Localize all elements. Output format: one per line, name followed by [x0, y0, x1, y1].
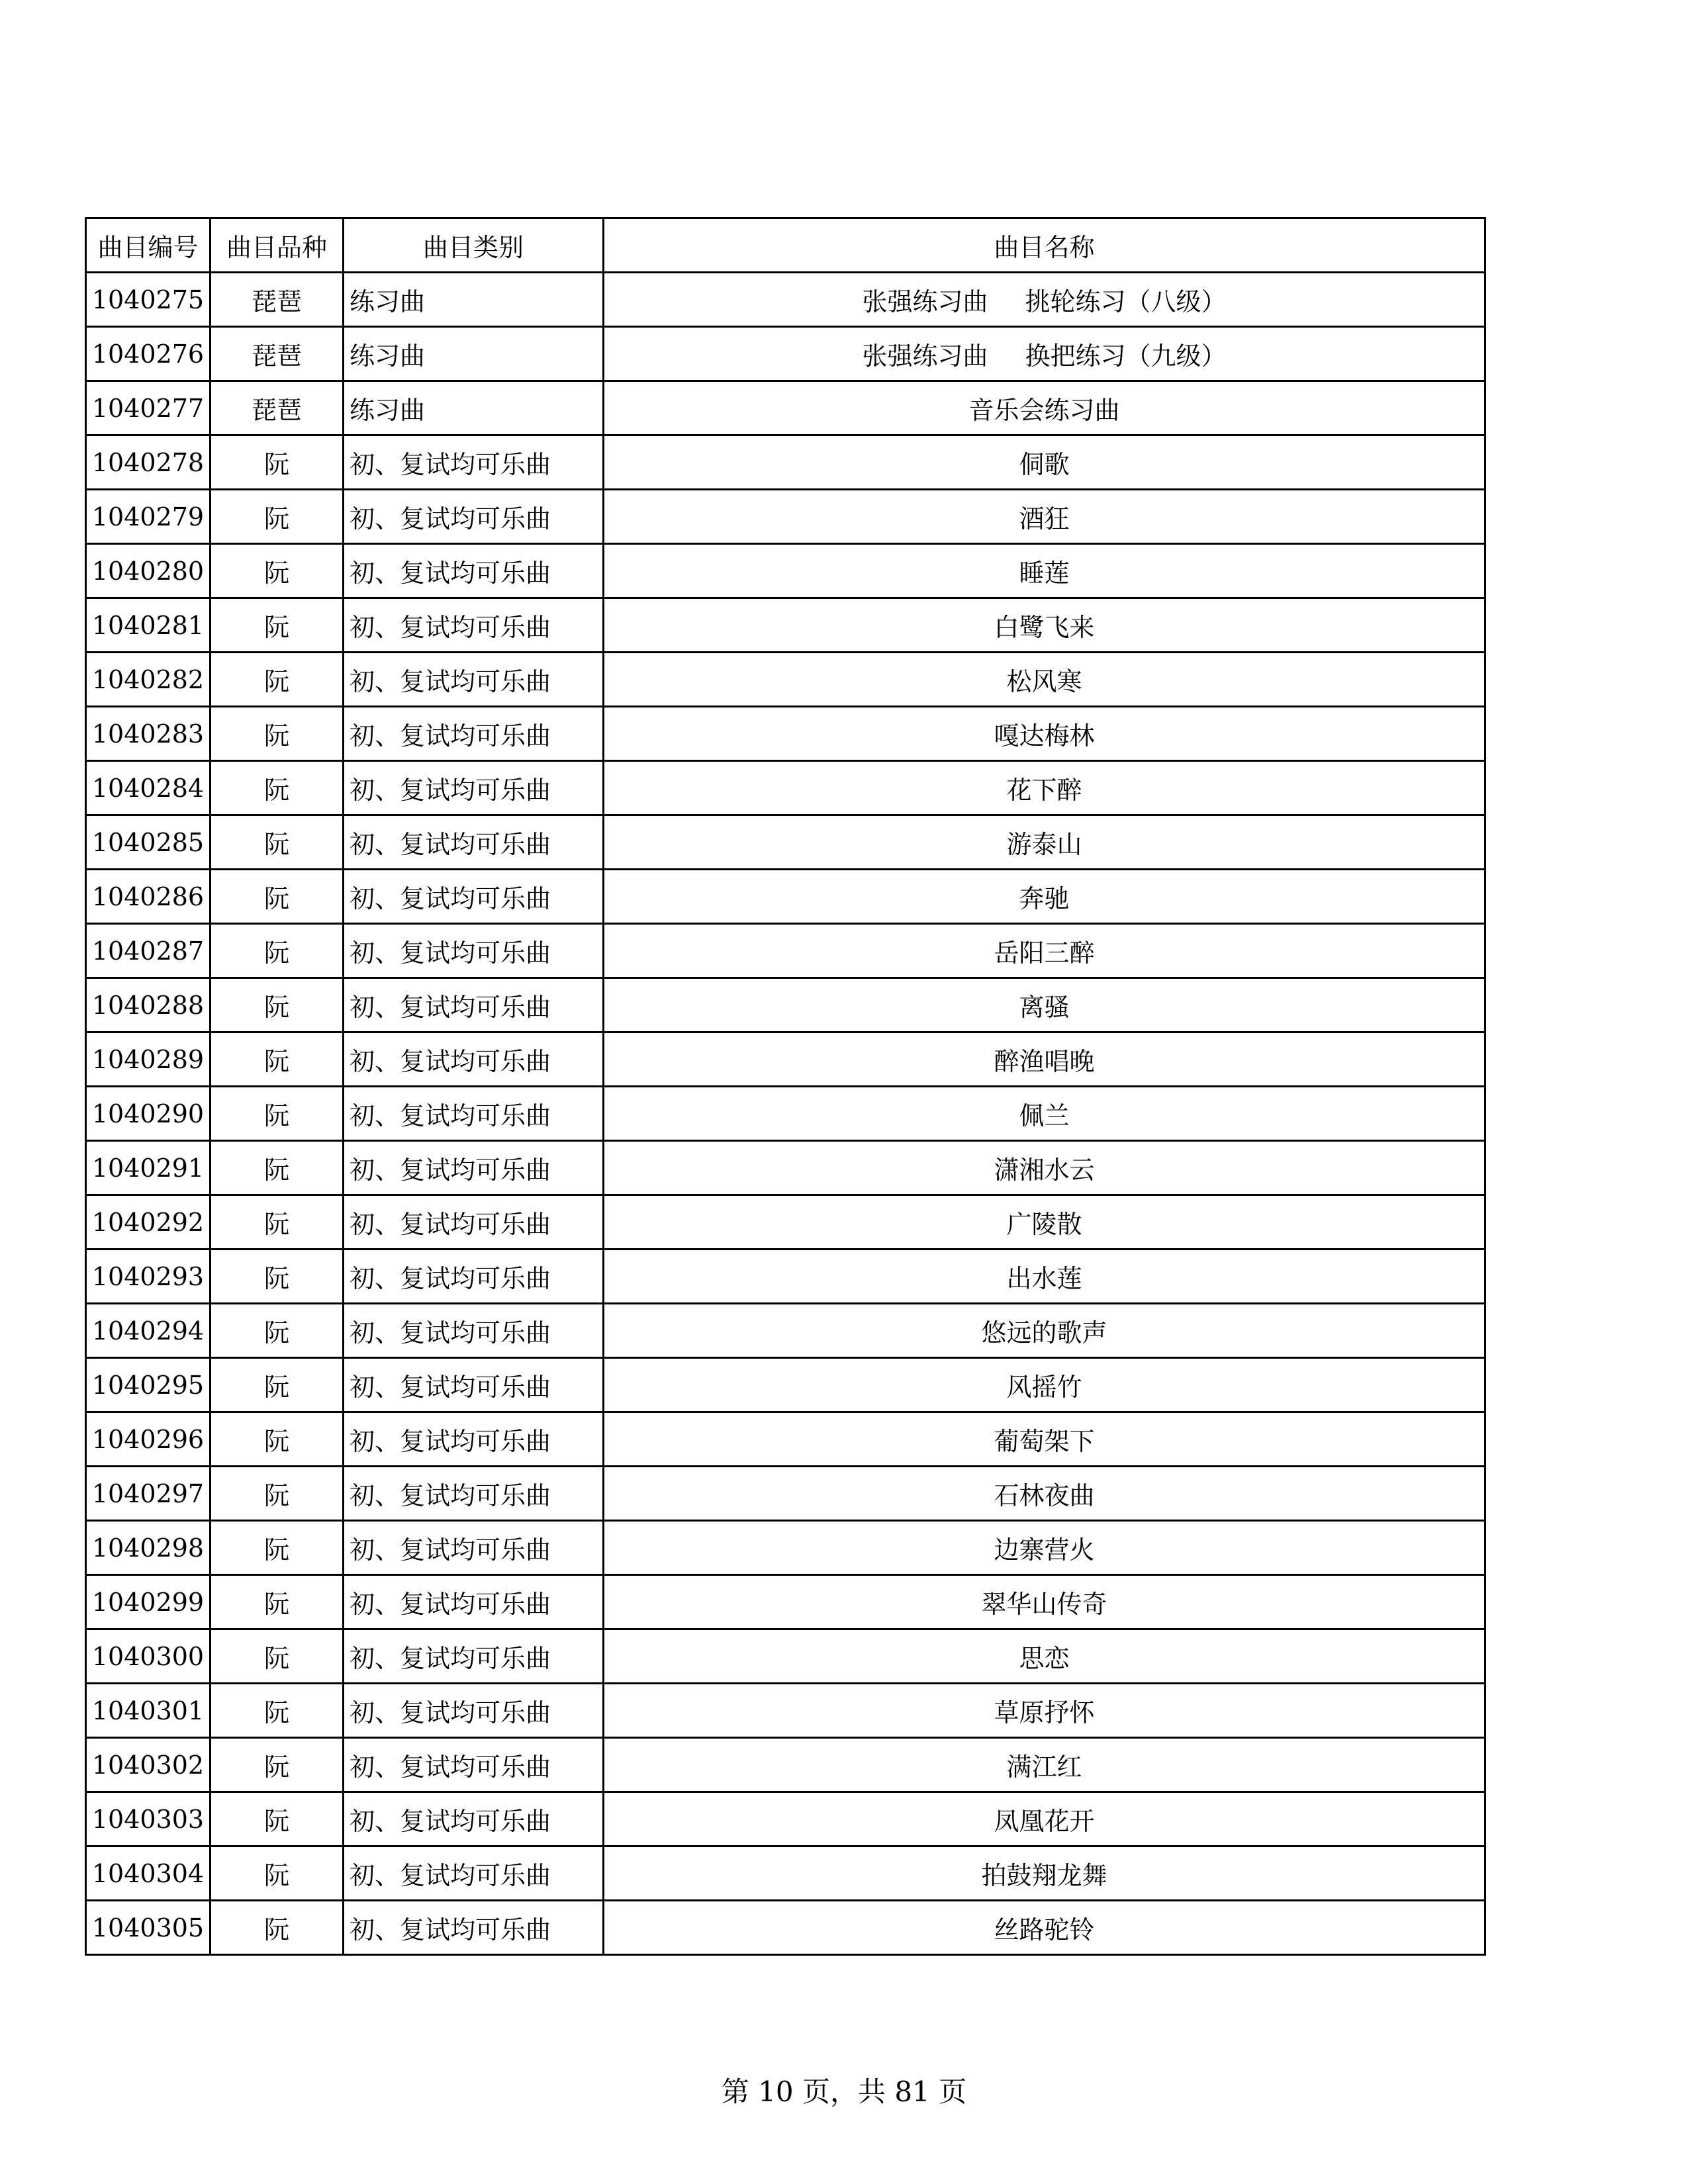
piece-name-text: 凤凰花开: [994, 1807, 1095, 1836]
table-row: [86, 1032, 1485, 1087]
cell-category: 初、复试均可乐曲: [344, 1032, 604, 1087]
cell-piece-name: [604, 1521, 1485, 1575]
cell-piece-number: 1040298: [86, 1521, 211, 1575]
cell-piece-number: 1040294: [86, 1304, 211, 1358]
piece-name-detail: 换把练习（九级）: [1025, 341, 1227, 371]
cell-piece-name: [604, 870, 1485, 924]
cell-piece-number: 1040301: [86, 1684, 211, 1738]
cell-category: 初、复试均可乐曲: [344, 1412, 604, 1467]
cell-piece-number: 1040282: [86, 653, 211, 707]
piece-name-text: 松风寒: [1006, 667, 1082, 696]
cell-instrument: 阮: [211, 653, 344, 707]
cell-piece-name: [604, 1250, 1485, 1304]
cell-piece-name: [604, 924, 1485, 978]
piece-name-text: 翠华山传奇: [981, 1590, 1107, 1619]
cell-instrument: 阮: [211, 1358, 344, 1412]
piece-name-text: 丝路驼铃: [994, 1915, 1095, 1944]
cell-instrument: 阮: [211, 1521, 344, 1575]
table-row: [86, 1250, 1485, 1304]
piece-name-text: 音乐会练习曲: [968, 396, 1120, 425]
cell-category: 初、复试均可乐曲: [344, 1087, 604, 1141]
piece-name-text: 佩兰: [1019, 1101, 1070, 1130]
cell-piece-name: [604, 1738, 1485, 1792]
piece-name-text: 睡莲: [1019, 559, 1070, 588]
table-row: [86, 707, 1485, 761]
cell-piece-name: [604, 978, 1485, 1032]
piece-name-text: 侗歌: [1019, 450, 1070, 479]
table-row: [86, 1521, 1485, 1575]
table-row: [86, 598, 1485, 653]
cell-piece-number: 1040302: [86, 1738, 211, 1792]
table-row: [86, 490, 1485, 544]
piece-name-text: 奔驰: [1019, 884, 1070, 913]
cell-piece-name: [604, 327, 1485, 381]
piece-name-text: 悠远的歌声: [981, 1318, 1107, 1347]
table-header-row: [86, 218, 1485, 273]
cell-piece-name: [604, 761, 1485, 815]
cell-instrument: 阮: [211, 707, 344, 761]
cell-piece-number: 1040286: [86, 870, 211, 924]
table-row: [86, 870, 1485, 924]
cell-category: 初、复试均可乐曲: [344, 924, 604, 978]
cell-category: 初、复试均可乐曲: [344, 1195, 604, 1250]
piece-name-text: 嘎达梅林: [994, 721, 1095, 751]
header-piece-number: 曲目编号: [86, 218, 211, 273]
piece-name-text: 醉渔唱晚: [994, 1047, 1095, 1076]
cell-instrument: 阮: [211, 1250, 344, 1304]
cell-category: 练习曲: [344, 327, 604, 381]
table-row: [86, 1901, 1485, 1955]
cell-piece-name: [604, 1792, 1485, 1846]
cell-instrument: 阮: [211, 978, 344, 1032]
piece-name-text: 葡萄架下: [994, 1427, 1095, 1456]
cell-instrument: 阮: [211, 761, 344, 815]
piece-name-text: 游泰山: [1006, 830, 1082, 859]
cell-piece-name: [604, 544, 1485, 598]
cell-category: 初、复试均可乐曲: [344, 598, 604, 653]
cell-category: 初、复试均可乐曲: [344, 870, 604, 924]
repertoire-table: [85, 217, 1486, 1956]
piece-name-text: 广陵散: [1006, 1210, 1082, 1239]
cell-piece-name: [604, 1304, 1485, 1358]
cell-piece-number: 1040293: [86, 1250, 211, 1304]
table-row: [86, 1792, 1485, 1846]
cell-instrument: 阮: [211, 870, 344, 924]
cell-category: 初、复试均可乐曲: [344, 1846, 604, 1901]
table-row: [86, 1412, 1485, 1467]
table-row: [86, 1304, 1485, 1358]
cell-piece-name: [604, 815, 1485, 870]
cell-piece-number: 1040276: [86, 327, 211, 381]
cell-piece-number: 1040292: [86, 1195, 211, 1250]
table-row: [86, 544, 1485, 598]
cell-piece-number: 1040290: [86, 1087, 211, 1141]
cell-category: 初、复试均可乐曲: [344, 1250, 604, 1304]
piece-name-text: 离骚: [1019, 993, 1070, 1022]
table-row: [86, 815, 1485, 870]
table-row: [86, 1684, 1485, 1738]
cell-piece-number: 1040295: [86, 1358, 211, 1412]
cell-instrument: 阮: [211, 598, 344, 653]
cell-instrument: 阮: [211, 1575, 344, 1629]
table-row: [86, 327, 1485, 381]
piece-name-text: 出水莲: [1006, 1264, 1082, 1293]
cell-piece-number: 1040288: [86, 978, 211, 1032]
cell-piece-name: [604, 1629, 1485, 1684]
table-row: [86, 1358, 1485, 1412]
table-row: [86, 1087, 1485, 1141]
table-row: [86, 924, 1485, 978]
table-row: [86, 653, 1485, 707]
cell-instrument: 阮: [211, 1738, 344, 1792]
cell-piece-number: 1040296: [86, 1412, 211, 1467]
piece-name-detail: 挑轮练习（八级）: [1025, 287, 1227, 316]
cell-piece-number: 1040304: [86, 1846, 211, 1901]
cell-instrument: 阮: [211, 544, 344, 598]
cell-category: 初、复试均可乐曲: [344, 1521, 604, 1575]
cell-category: 初、复试均可乐曲: [344, 490, 604, 544]
cell-piece-number: 1040279: [86, 490, 211, 544]
piece-name-text: 白鹭飞来: [994, 613, 1095, 642]
table-row: [86, 1467, 1485, 1521]
header-piece-name: 曲目名称: [604, 218, 1485, 273]
cell-piece-name: [604, 1684, 1485, 1738]
cell-category: 初、复试均可乐曲: [344, 435, 604, 490]
table-row: [86, 435, 1485, 490]
table-row: [86, 381, 1485, 435]
cell-instrument: 阮: [211, 924, 344, 978]
cell-category: 初、复试均可乐曲: [344, 978, 604, 1032]
cell-piece-number: 1040280: [86, 544, 211, 598]
cell-piece-number: 1040278: [86, 435, 211, 490]
cell-category: 初、复试均可乐曲: [344, 707, 604, 761]
cell-piece-name: [604, 1141, 1485, 1195]
cell-category: 初、复试均可乐曲: [344, 815, 604, 870]
cell-instrument: 阮: [211, 1032, 344, 1087]
cell-piece-name: [604, 1467, 1485, 1521]
cell-piece-name: [604, 1412, 1485, 1467]
cell-piece-name: [604, 381, 1485, 435]
piece-name-text: 酒狂: [1019, 504, 1070, 533]
table-body: [86, 273, 1485, 1955]
cell-piece-name: [604, 1575, 1485, 1629]
table-row: [86, 1629, 1485, 1684]
cell-piece-number: 1040281: [86, 598, 211, 653]
cell-category: 练习曲: [344, 273, 604, 327]
table-row: [86, 1141, 1485, 1195]
cell-category: 初、复试均可乐曲: [344, 1358, 604, 1412]
piece-name-text: 边寨营火: [994, 1535, 1095, 1565]
table-row: [86, 1195, 1485, 1250]
cell-piece-number: 1040303: [86, 1792, 211, 1846]
cell-piece-name: [604, 273, 1485, 327]
piece-name-text: 石林夜曲: [994, 1481, 1095, 1510]
cell-piece-number: 1040285: [86, 815, 211, 870]
cell-piece-number: 1040277: [86, 381, 211, 435]
table-row: [86, 761, 1485, 815]
cell-category: 初、复试均可乐曲: [344, 1738, 604, 1792]
cell-instrument: 阮: [211, 1467, 344, 1521]
cell-category: 初、复试均可乐曲: [344, 1467, 604, 1521]
cell-piece-name: [604, 707, 1485, 761]
cell-piece-number: 1040289: [86, 1032, 211, 1087]
cell-instrument: 阮: [211, 1087, 344, 1141]
cell-category: 初、复试均可乐曲: [344, 1304, 604, 1358]
cell-piece-number: 1040305: [86, 1901, 211, 1955]
cell-instrument: 琵琶: [211, 327, 344, 381]
piece-name-text: 拍鼓翔龙舞: [981, 1861, 1107, 1890]
table-row: [86, 1738, 1485, 1792]
piece-name-text: 岳阳三醉: [994, 938, 1095, 968]
piece-name-text: 花下醉: [1006, 776, 1082, 805]
cell-piece-name: [604, 653, 1485, 707]
cell-instrument: 阮: [211, 1304, 344, 1358]
cell-instrument: 琵琶: [211, 381, 344, 435]
cell-instrument: 阮: [211, 1901, 344, 1955]
piece-name-text: 风摇竹: [1006, 1373, 1082, 1402]
cell-instrument: 阮: [211, 1792, 344, 1846]
cell-piece-name: [604, 1087, 1485, 1141]
header-instrument: 曲目品种: [211, 218, 344, 273]
cell-instrument: 阮: [211, 1412, 344, 1467]
cell-instrument: 阮: [211, 1195, 344, 1250]
table-row: [86, 1846, 1485, 1901]
cell-piece-name: [604, 1901, 1485, 1955]
cell-instrument: 阮: [211, 1846, 344, 1901]
cell-piece-name: [604, 1358, 1485, 1412]
piece-name-text: 草原抒怀: [994, 1698, 1095, 1727]
page-footer: 第 10 页，共 81 页: [721, 2075, 967, 2108]
cell-category: 初、复试均可乐曲: [344, 1141, 604, 1195]
cell-piece-number: 1040291: [86, 1141, 211, 1195]
cell-instrument: 阮: [211, 1629, 344, 1684]
cell-piece-name: [604, 598, 1485, 653]
cell-piece-number: 1040283: [86, 707, 211, 761]
cell-category: 初、复试均可乐曲: [344, 1575, 604, 1629]
piece-name-text: 张强练习曲: [862, 287, 988, 316]
cell-category: 初、复试均可乐曲: [344, 1629, 604, 1684]
piece-name-text: 思恋: [1019, 1644, 1070, 1673]
cell-piece-number: 1040297: [86, 1467, 211, 1521]
cell-piece-number: 1040287: [86, 924, 211, 978]
cell-category: 初、复试均可乐曲: [344, 1684, 604, 1738]
cell-piece-number: 1040299: [86, 1575, 211, 1629]
piece-name-text: 张强练习曲: [862, 341, 988, 371]
cell-instrument: 阮: [211, 1141, 344, 1195]
cell-instrument: 阮: [211, 1684, 344, 1738]
cell-instrument: 阮: [211, 435, 344, 490]
cell-instrument: 阮: [211, 490, 344, 544]
cell-category: 初、复试均可乐曲: [344, 1901, 604, 1955]
cell-piece-number: 1040284: [86, 761, 211, 815]
cell-piece-number: 1040275: [86, 273, 211, 327]
cell-category: 初、复试均可乐曲: [344, 761, 604, 815]
cell-instrument: 琵琶: [211, 273, 344, 327]
table-row: [86, 1575, 1485, 1629]
header-category: 曲目类别: [344, 218, 604, 273]
table-row: [86, 273, 1485, 327]
cell-piece-number: 1040300: [86, 1629, 211, 1684]
cell-piece-name: [604, 435, 1485, 490]
cell-category: 初、复试均可乐曲: [344, 1792, 604, 1846]
cell-piece-name: [604, 1195, 1485, 1250]
cell-instrument: 阮: [211, 815, 344, 870]
cell-piece-name: [604, 1846, 1485, 1901]
cell-category: 初、复试均可乐曲: [344, 544, 604, 598]
cell-category: 初、复试均可乐曲: [344, 653, 604, 707]
table-row: [86, 978, 1485, 1032]
cell-piece-name: [604, 1032, 1485, 1087]
piece-name-text: 潇湘水云: [994, 1156, 1095, 1185]
cell-category: 练习曲: [344, 381, 604, 435]
piece-name-text: 满江红: [1006, 1752, 1082, 1782]
cell-piece-name: [604, 490, 1485, 544]
